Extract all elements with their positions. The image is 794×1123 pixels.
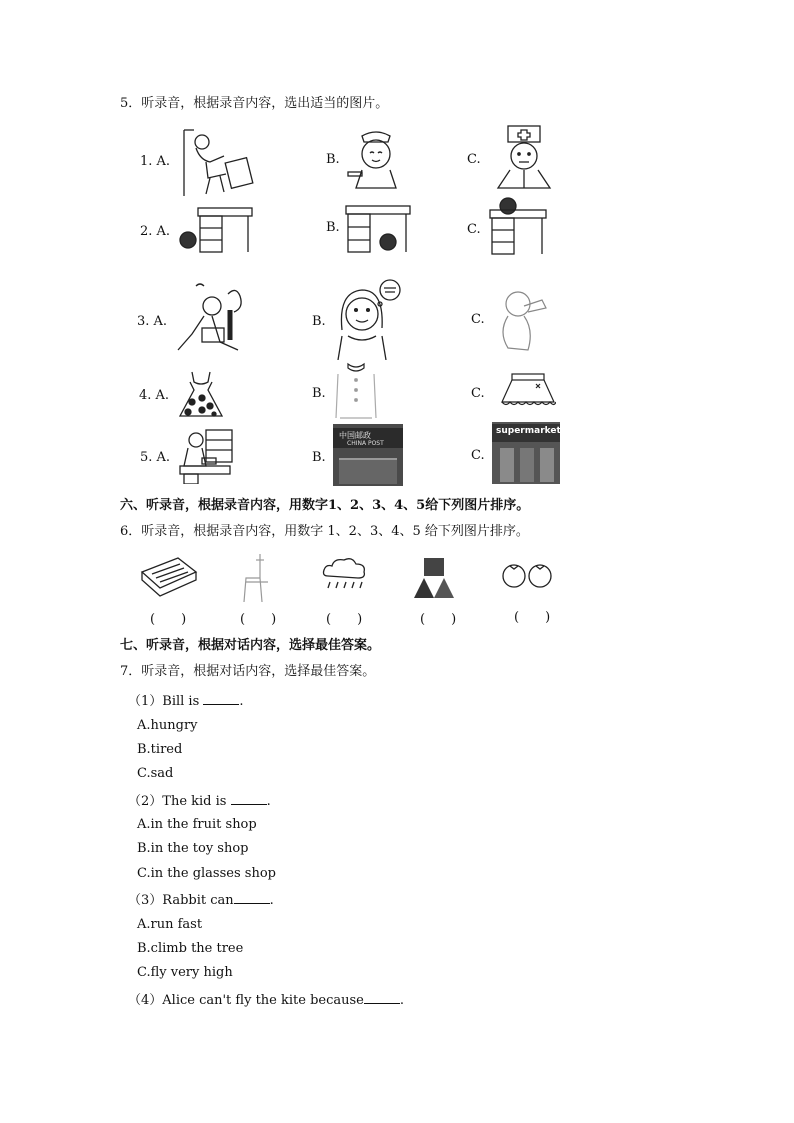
q7-4-answer-blank[interactable] (364, 991, 400, 1004)
tired-boy-picture (172, 280, 252, 356)
q6-title: 6．听录音，根据录音内容，用数字 1、2、3、4、5 给下列图片排序。 (120, 524, 529, 539)
order-blank-2[interactable]: ( ) (240, 612, 277, 627)
q5-row2-label-a: 2. A. (140, 224, 171, 239)
q7-3-option-c[interactable]: C.fly very high (137, 965, 233, 980)
hungry-girl-picture (334, 278, 410, 360)
rain-cloud-picture (320, 556, 370, 596)
post-office-sign-en: CHINA POST (347, 440, 384, 447)
woman-carrying-bags-picture (180, 126, 260, 198)
blouse-picture (334, 362, 378, 420)
nurse-picture (344, 126, 408, 190)
q7-1-answer-blank[interactable] (203, 692, 239, 705)
square-and-triangles-picture (412, 556, 456, 600)
q7-2-option-c[interactable]: C.in the glasses shop (137, 866, 276, 881)
desk-with-ball-under-picture (176, 204, 256, 254)
q5-row5-label-c: C. (471, 448, 485, 463)
doctor-picture (494, 124, 554, 190)
desk-with-ball-beside-picture (344, 202, 414, 254)
chair-picture (240, 550, 274, 604)
post-office-photo (333, 424, 403, 486)
supermarket-photo (492, 422, 560, 484)
q7-1-option-c[interactable]: C.sad (137, 766, 174, 781)
polka-dot-dress-picture (176, 370, 226, 418)
desk-with-ball-on-top-picture (488, 196, 550, 256)
q5-row4-label-c: C. (471, 386, 485, 401)
q5-row1-label-a: 1. A. (140, 154, 171, 169)
librarian-at-desk-picture (176, 426, 234, 484)
q7-2-option-a[interactable]: A.in the fruit shop (137, 817, 257, 832)
q5-row3-label-b: B. (312, 314, 326, 329)
q7-1-stem: （1）Bill is . (128, 694, 244, 709)
q5-row4-label-b: B. (312, 386, 326, 401)
q5-row3-label-c: C. (471, 312, 485, 327)
q5-row5-label-a: 5. A. (140, 450, 171, 465)
q5-row4-label-a: 4. A. (139, 388, 170, 403)
q5-row2-label-b: B. (326, 220, 340, 235)
skirt-picture (500, 372, 556, 408)
q5-row1-label-c: C. (467, 152, 481, 167)
section6-heading: 六、听录音，根据录音内容，用数字1、2、3、4、5给下列图片排序。 (120, 498, 530, 513)
q7-2-stem: （2）The kid is . (128, 794, 271, 809)
q5-title: 5．听录音，根据录音内容，选出适当的图片。 (120, 96, 389, 111)
order-blank-5[interactable]: ( ) (514, 610, 551, 625)
q7-1-option-b[interactable]: B.tired (137, 742, 183, 757)
q7-2-answer-blank[interactable] (231, 792, 267, 805)
q7-3-stem: （3）Rabbit can . (128, 893, 274, 908)
thirsty-boy-drinking-picture (494, 286, 554, 352)
order-blank-3[interactable]: ( ) (326, 612, 363, 627)
q5-row3-label-a: 3. A. (137, 314, 168, 329)
tomatoes-picture (500, 560, 556, 590)
pencil-box-picture (138, 554, 200, 598)
q7-2-option-b[interactable]: B.in the toy shop (137, 841, 249, 856)
q5-row2-label-c: C. (467, 222, 481, 237)
order-blank-1[interactable]: ( ) (150, 612, 187, 627)
q5-row1-label-b: B. (326, 152, 340, 167)
post-office-sign-cn: 中国邮政 (339, 431, 371, 440)
q7-4-stem: （4）Alice can't fly the kite because . (128, 993, 404, 1008)
q7-title: 7．听录音，根据对话内容，选择最佳答案。 (120, 664, 376, 679)
q5-row5-label-b: B. (312, 450, 326, 465)
section7-heading: 七、听录音，根据对话内容，选择最佳答案。 (120, 638, 381, 653)
q7-3-answer-blank[interactable] (234, 891, 270, 904)
q7-3-option-a[interactable]: A.run fast (137, 917, 203, 932)
q7-3-option-b[interactable]: B.climb the tree (137, 941, 244, 956)
q7-1-option-a[interactable]: A.hungry (137, 718, 198, 733)
supermarket-sign: supermarket (496, 426, 561, 436)
order-blank-4[interactable]: ( ) (420, 612, 457, 627)
